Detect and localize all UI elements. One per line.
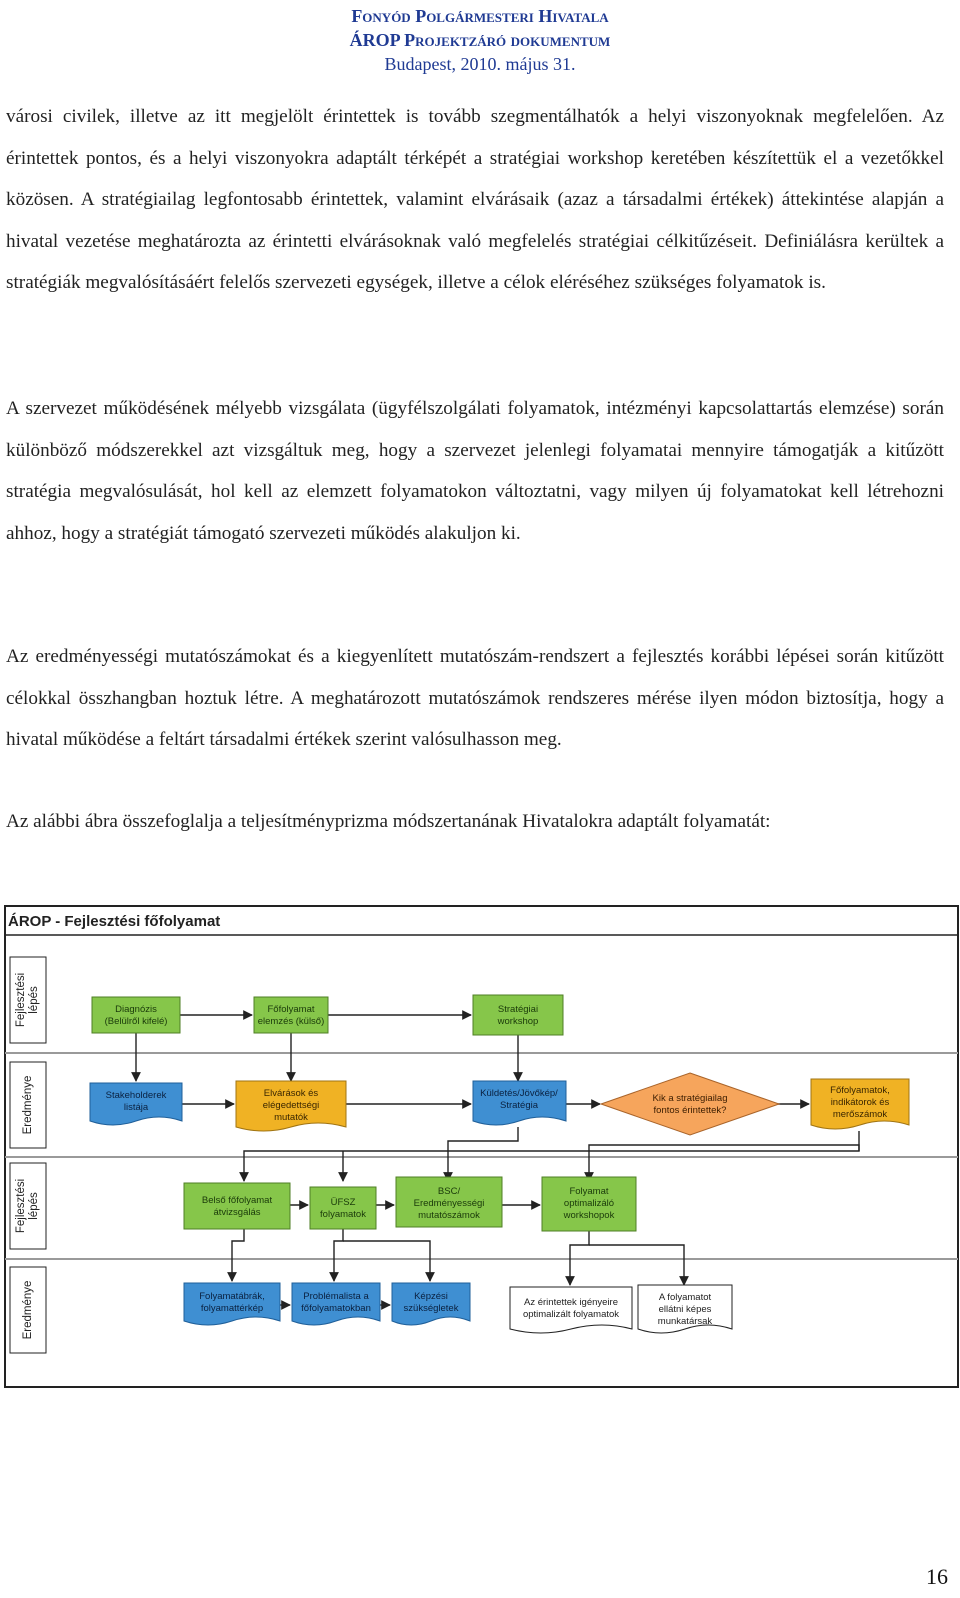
node-problemalista-line-1: Problémalista a [303,1291,369,1302]
node-belso-line-1: Belső főfolyamat [201,1195,273,1206]
node-workshop-line-1: Stratégiai [497,1004,539,1015]
node-ellato-line-2: ellátni képes [658,1304,712,1315]
node-belso-fofolyamat [184,1183,290,1229]
node-problemalista-line-2: főfolyamatokban [301,1303,371,1314]
node-fofolyamatok-indikatorok [811,1079,909,1129]
header-organization: Fonyód Polgármesteri Hivatala [351,6,609,26]
node-optim-line-3: workshopok [563,1210,615,1221]
body-paragraph-2: A szervezet működésének mélyebb vizsgálata (ügyfélszolgálati folyamatok, intézményi kapcsolattartás elemzése) során különböző módszerekkel azt vizsgáltuk meg, hogy a szervezet jelenlegi folyamatai mennyire támogatják a kitűzött stratégia megvalósulását, hol kell az elemzett folyamatokon változtatni, vagy milyen új folyamatokat kell létrehozni ahhoz, hogy a stratégiát támogató szervezeti működés alakuljon ki. [6,398,944,544]
lane-4-text: Eredménye [22,1280,34,1340]
node-fofolyamat-elemzes [254,997,328,1033]
page-header [0,4,960,76]
node-ufsz [310,1187,376,1229]
node-erintettek-line-2: optimalizált folyamatok [522,1309,620,1320]
node-diagnozis-line-2: (Belülről kifelé) [104,1016,168,1027]
header-date: Budapest, 2010. május 31. [384,54,576,74]
lane-1-text-1: Fejlesztési [15,972,27,1028]
node-stakeholderek-line-1: Stakeholderek [105,1090,167,1101]
node-fofolyamatok-line-3: merőszámok [832,1109,888,1120]
header-document-title: ÁROP Projektzáró dokumentum [349,30,611,50]
node-elvarasok [236,1081,346,1131]
node-fofolyamat-line-1: Főfolyamat [267,1004,315,1015]
node-bsc-line-3: mutatószámok [418,1210,480,1221]
node-bsc-line-2: Eredményességi [413,1198,485,1209]
lane-1-text-2: lépés [28,986,40,1014]
node-elvarasok-line-1: Elvárások és [263,1088,319,1099]
node-folyamat-optimalizalo [542,1177,636,1231]
lane-3-text-1: Fejlesztési [15,1178,27,1234]
diagram-title: ÁROP - Fejlesztési főfolyamat [8,913,221,930]
diagram-frame [5,906,958,1387]
node-diagnozis [92,997,180,1033]
lane-label-2 [10,1062,46,1148]
node-fofolyamat-line-2: elemzés (külső) [257,1016,325,1027]
node-erintettek-igenyeire [510,1287,632,1333]
lane-2-text: Eredménye [22,1075,34,1135]
node-kuldetes-line-2: Stratégia [499,1100,539,1111]
node-bsc [396,1177,502,1227]
process-flow-diagram [4,905,959,1389]
node-stakeholderek-line-2: listája [123,1102,149,1113]
node-erintettek-line-1: Az érintettek igényeire [524,1297,618,1308]
node-ufsz-line-2: folyamatok [320,1209,366,1220]
node-kepzesi-line-2: szükségletek [403,1303,459,1314]
lane-label-3 [10,1163,46,1249]
lane-label-4 [10,1267,46,1353]
node-bsc-line-1: BSC/ [437,1186,461,1197]
node-kik-line-1: Kik a stratégiailag [652,1093,728,1104]
body-paragraph-4: Az alábbi ábra összefoglalja a teljesítményprizma módszertanának Hivatalokra adaptált folyamatát: [6,811,771,832]
node-elvarasok-line-2: elégedettségi [262,1100,320,1111]
node-strategiai-workshop [473,995,563,1035]
node-folyamatabrak-line-1: Folyamatábrák, [199,1291,265,1302]
node-fofolyamatok-line-1: Főfolyamatok, [830,1085,890,1096]
node-folyamatot-ellato [638,1285,732,1333]
node-optim-line-2: optimalizáló [563,1198,615,1209]
node-kuldetes-line-1: Küldetés/Jövőkép/ [480,1088,558,1099]
node-ufsz-line-1: ÜFSZ [330,1197,356,1208]
node-elvarasok-line-3: mutatók [274,1112,308,1123]
node-ellato-line-1: A folyamatot [658,1292,712,1303]
node-diagnozis-line-1: Diagnózis [115,1004,157,1015]
node-optim-line-1: Folyamat [569,1186,609,1197]
node-belso-line-2: átvizsgálás [213,1207,261,1218]
node-ellato-line-3: munkatársak [657,1316,713,1327]
node-kik-line-2: fontos érintettek? [653,1105,727,1116]
body-paragraph-1: városi civilek, illetve az itt megjelölt érintettek is tovább szegmentálhatók a helyi viszonyoknak megfelelően. Az érintettek pontos, és a helyi viszonyokra adaptált térképét a stratégiai workshop keretében készítettük el a vezetőkkel közösen. A stratégiailag legfontosabb érintettek, valamint elvárásaik (azaz a társadalmi értékek) áttekintése alapján a hivatal vezetése meghatározta az érintetti elvárásoknak való megfelelés stratégiai célkitűzéseit. Definiálásra kerültek a stratégiák megvalósításáért felelős szervezeti egységek, illetve a célok eléréséhez szükséges folyamatok is. [6,106,944,294]
node-folyamatabrak-line-2: folyamattérkép [200,1303,264,1314]
body-paragraph-3: Az eredményességi mutatószámokat és a kiegyenlített mutatószám-rendszert a fejlesztés korábbi lépései során kitűzött célokkal összhangban hoztuk létre. A meghatározott mutatószámok rendszeres mérése ilyen módon biztosítja, hogy a hivatal működése a feltárt társadalmi értékek szerint valósulhasson meg. [6,646,944,751]
lane-label-1 [10,957,46,1043]
page-number: 16 [926,1564,948,1589]
node-kepzesi-line-1: Képzési [414,1291,448,1302]
node-fofolyamatok-line-2: indikátorok és [830,1097,890,1108]
node-workshop-line-2: workshop [497,1016,539,1027]
lane-3-text-2: lépés [28,1192,40,1220]
